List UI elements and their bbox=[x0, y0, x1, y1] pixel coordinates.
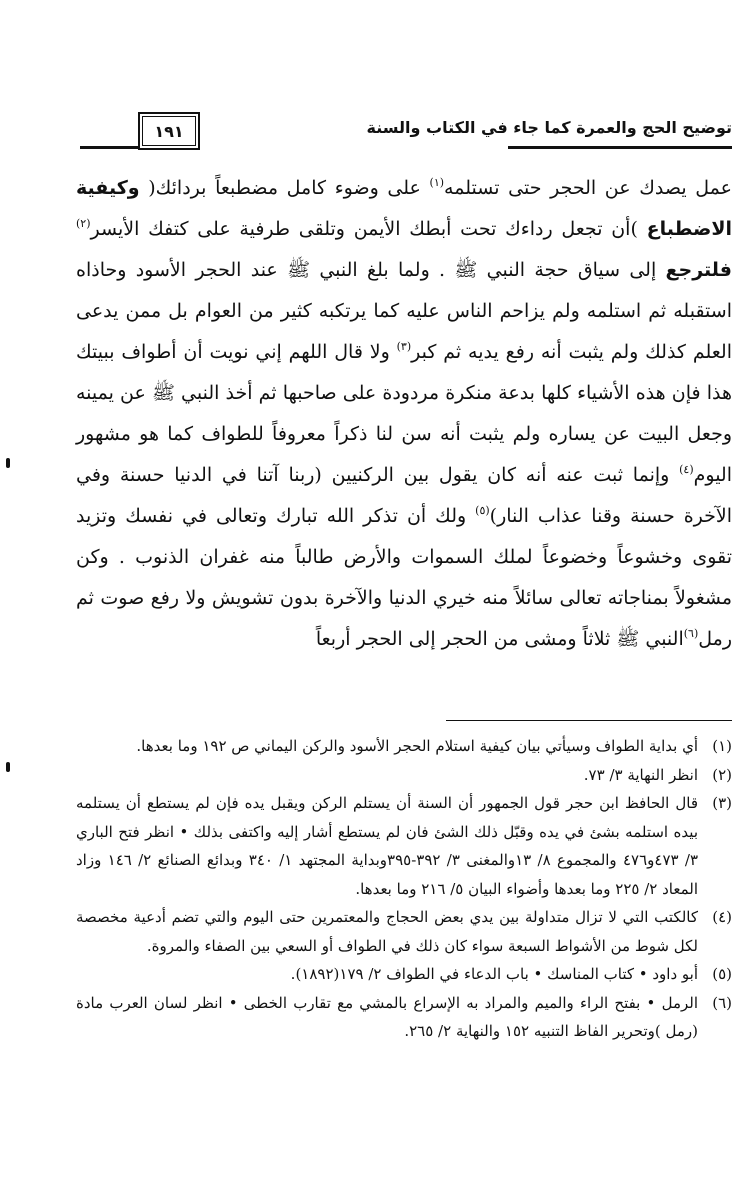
running-header bbox=[80, 112, 732, 156]
footnote-item bbox=[76, 903, 732, 960]
footnote-ref-1[interactable]: (١) bbox=[429, 176, 445, 189]
footnote-item bbox=[76, 732, 732, 761]
footnote-separator bbox=[446, 720, 732, 721]
margin-mark bbox=[6, 762, 10, 772]
body-text: وإنما ثبت عنه أنه كان يقول بين الركنيين (ربنا آتنا في الدنيا حسنة وفي الآخرة حسنة وقنا عذاب النار) bbox=[76, 464, 732, 527]
footnote-item bbox=[76, 761, 732, 790]
footnotes-section bbox=[76, 732, 732, 1046]
footnote-number: (٢) bbox=[712, 765, 732, 784]
footnote-text: قال الحافظ ابن حجر قول الجمهور أن السنة أن يستلم الركن ويقبل يده فإن لم يستطع أن يستلمه بيده استلمه بشئ في يده وقبّل ذلك الشئ فان لم يستطع أشار إليه واكتفى بذلك • انظر فتح الباري ٣/ ٤٧٣و٤٧٦ والمجموع ٨/ ١٣والمغنى ٣/ ٣٩٢-٣٩٥وبداية المجتهد ١/ ٣٤٠ وبدائع الصنائع ٢/ ١٤٦ وزاد المعاد ٢/ ٢٢٥ وما بعدها وأضواء البيان ٥/ ٢١٦ وما بعدها. bbox=[76, 794, 698, 898]
body-text: النبي ﷺ ثلاثاً ومشى من الحجر إلى الحجر أربعاً bbox=[315, 628, 684, 650]
footnote-item bbox=[76, 789, 732, 903]
bold-term: فلترجع bbox=[665, 259, 732, 281]
footnote-ref-2[interactable]: (٢) bbox=[76, 217, 91, 230]
body-text: ولا قال اللهم إني نويت أن أطواف ببيتك هذا فإن هذه الأشياء كلها بدعة منكرة مردودة على صاحبها ثم أخذ النبي ﷺ عن يمينه وجعل البيت عن يساره ولم يثبت أنه سن لنا ذكراً معروفاً للطواف كما هو مشهور اليوم bbox=[76, 341, 732, 486]
header-rule-left bbox=[80, 146, 140, 149]
main-text bbox=[76, 168, 732, 660]
footnote-text: أي بداية الطواف وسيأتي بيان كيفية استلام الحجر الأسود والركن اليماني ص ١٩٢ وما بعدها. bbox=[136, 737, 698, 755]
footnote-number: (٣) bbox=[712, 794, 732, 812]
footnote-number: (٦) bbox=[712, 993, 732, 1012]
body-text: عمل يصدك عن الحجر حتى تستلمه bbox=[444, 177, 733, 199]
footnote-text: كالكتب التي لا تزال متداولة بين يدي بعض الحجاج والمعتمرين حتى اليوم والتي تضم أدعية مخصصة لكل شوط من الأشواط السبعة سواء كان ذلك في الطواف أو السعي بين الصفاء والمروة. bbox=[76, 908, 698, 955]
footnote-number: (١) bbox=[712, 737, 732, 755]
footnote-text: انظر النهاية ٣/ ٧٣. bbox=[583, 765, 698, 784]
bold-term: وكيفية الاضطباع bbox=[76, 177, 732, 240]
footnote-number: (٥) bbox=[712, 965, 732, 983]
footnote-ref-5[interactable]: (٥) bbox=[475, 504, 490, 517]
book-title: توضيح الحج والعمرة كما جاء في الكتاب والسنة bbox=[366, 118, 732, 137]
margin-mark bbox=[6, 458, 10, 468]
page-number: ١٩١ bbox=[138, 112, 200, 150]
footnote-number: (٤) bbox=[712, 908, 732, 926]
footnote-item bbox=[76, 989, 732, 1046]
body-text: إلى سياق حجة النبي ﷺ . ولما بلغ النبي ﷺ عند الحجر الأسود وحاذاه استقبله ثم استلمه ولم يزاحم الناس عليه كما يرتكبه كثير من العوام بل ممن يدعى العلم كذلك ولم يثبت أنه رفع يديه ثم كبر bbox=[76, 259, 732, 363]
footnote-item bbox=[76, 960, 732, 989]
body-text: )أن تجعل رداءك تحت أبطك الأيمن وتلقى طرفية على كتفك الأيسر bbox=[90, 218, 647, 240]
footnote-ref-3[interactable]: (٣) bbox=[396, 340, 412, 353]
footnote-text: أبو داود • كتاب المناسك • باب الدعاء في الطواف ٢/ ١٧٩(١٨٩٢). bbox=[290, 965, 698, 983]
body-text: ولك أن تذكر الله تبارك وتعالى في نفسك وتزيد تقوى وخشوعاً وخضوعاً لملك السموات والأرض طالباً منه غفران الذنوب . وكن مشغولاً بمناجاته تعالى سائلاً منه خيري الدنيا والآخرة بدون تشويش ولا رفع صوت ثم رمل bbox=[76, 505, 732, 650]
footnote-ref-6[interactable]: (٦) bbox=[683, 627, 699, 640]
body-paragraph bbox=[76, 168, 732, 660]
body-text: على وضوء كامل مضطبعاً بردائك( bbox=[139, 177, 430, 199]
header-rule bbox=[508, 146, 732, 149]
footnote-ref-4[interactable]: (٤) bbox=[679, 463, 694, 476]
footnote-text: الرمل • بفتح الراء والميم والمراد به الإسراع بالمشي مع تقارب الخطى • انظر لسان العرب مادة (رمل )وتحرير الفاظ التنبيه ١٥٢ والنهاية ٢/ ٢٦٥. bbox=[76, 993, 698, 1040]
